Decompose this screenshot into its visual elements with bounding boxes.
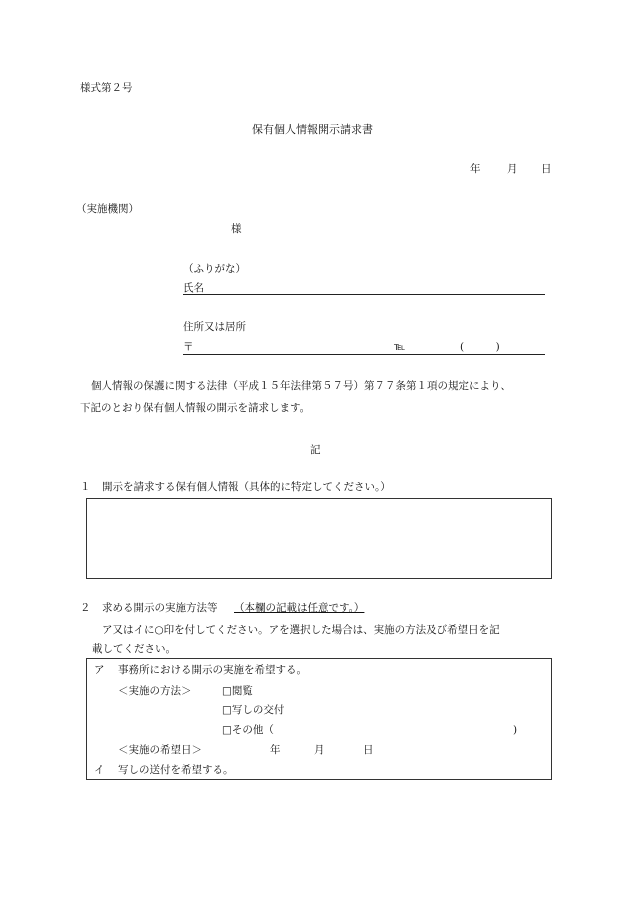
- section2-instruction-1: ア又はイに○印を付してください。アを選択した場合は、実施の方法及び希望日を記: [102, 624, 500, 636]
- choice-copy-delivery[interactable]: □写しの交付: [222, 704, 285, 716]
- section2-instruction-2: 載してください。: [92, 643, 176, 655]
- option-b-mark[interactable]: イ: [94, 764, 105, 776]
- choice-other-close: ): [513, 724, 518, 736]
- date-year: 年: [470, 163, 481, 175]
- intro-line-1: 個人情報の保護に関する法律（平成１５年法律第５７号）第７７条第１項の規定により、: [91, 380, 511, 392]
- option-a-mark[interactable]: ア: [94, 664, 105, 676]
- tel-mark: ℡: [394, 341, 406, 353]
- name-field[interactable]: [183, 294, 545, 295]
- intro-line-2: 下記のとおり保有個人情報の開示を請求します。: [80, 402, 311, 414]
- address-label: 住所又は居所: [183, 321, 246, 333]
- tel-paren: ( ): [460, 341, 500, 353]
- method-label: ＜実施の方法＞: [118, 685, 192, 697]
- option-a-text: 事務所における開示の実施を希望する。: [118, 664, 307, 676]
- org-label: （実施機関）: [76, 203, 139, 215]
- section1-heading: 開示を請求する保有個人情報（具体的に特定してください。）: [102, 481, 391, 493]
- option-b-text: 写しの送付を希望する。: [118, 764, 234, 776]
- section2-heading: 求める開示の実施方法等: [102, 602, 218, 614]
- section2-number: ２: [80, 602, 91, 614]
- section2-note: （本欄の記載は任意です。）: [234, 602, 365, 614]
- address-field[interactable]: [183, 354, 545, 355]
- page-title: 保有個人情報開示請求書: [252, 123, 373, 136]
- choice-other[interactable]: □その他（: [222, 724, 274, 736]
- name-label: 氏名: [183, 282, 204, 294]
- furigana-label: （ふりがな）: [183, 263, 246, 275]
- form-number: 様式第２号: [80, 82, 133, 94]
- date-label: ＜実施の希望日＞: [118, 744, 202, 756]
- date-day: 日: [541, 163, 552, 175]
- requested-info-box[interactable]: [86, 498, 552, 579]
- preferred-day: 日: [363, 744, 374, 756]
- preferred-year: 年: [270, 744, 281, 756]
- preferred-month: 月: [314, 744, 325, 756]
- honorific: 様: [231, 223, 242, 235]
- ki-mark: 記: [310, 444, 321, 456]
- choice-inspection[interactable]: □閲覧: [222, 685, 253, 697]
- section1-number: １: [80, 481, 91, 493]
- disclosure-method-box: [86, 658, 552, 780]
- postal-mark: 〒: [183, 341, 194, 353]
- date-month: 月: [507, 163, 518, 175]
